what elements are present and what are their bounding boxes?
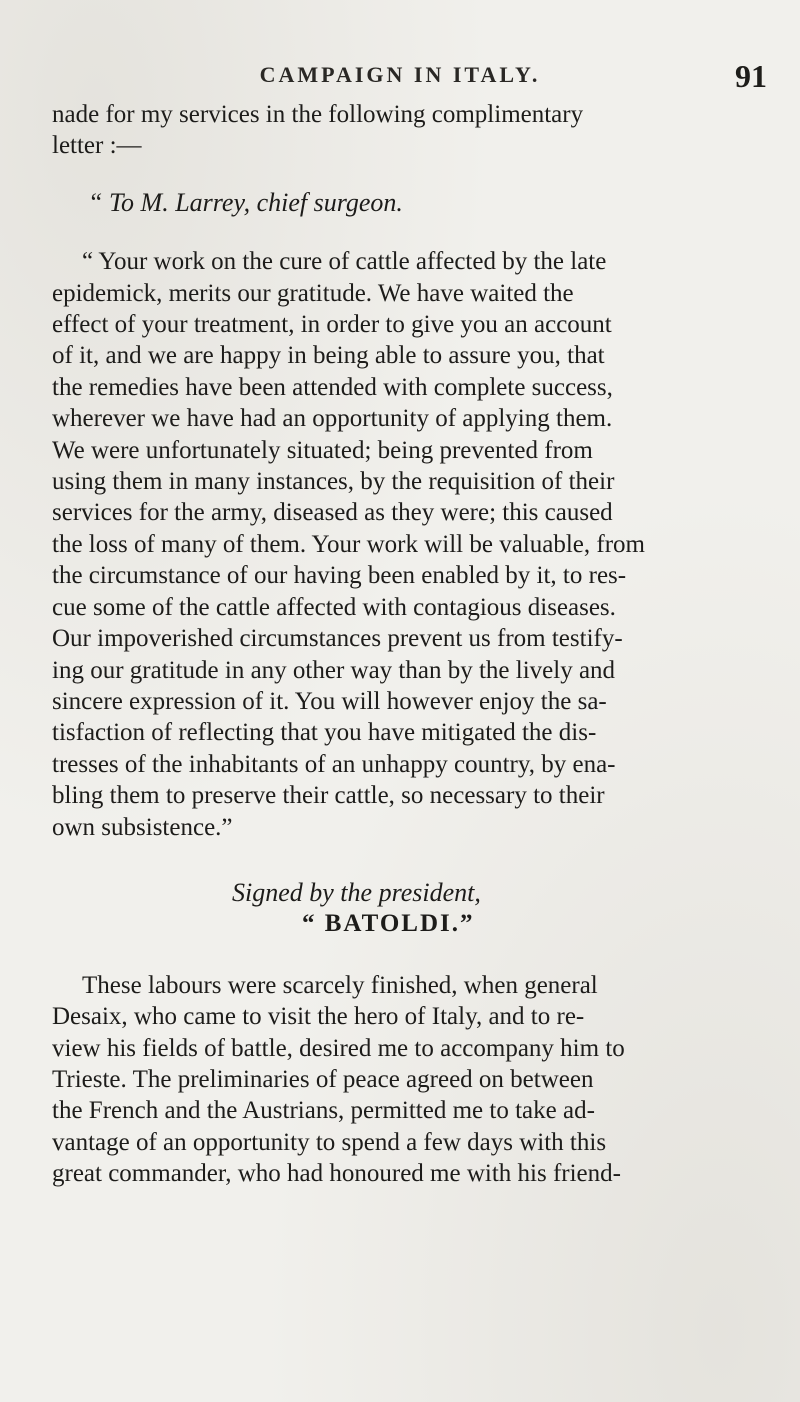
body-text xyxy=(52,99,764,1190)
letter-salutation: “ To M. Larrey, chief surgeon. xyxy=(88,187,403,217)
signed-by-line: Signed by the president, xyxy=(232,877,481,907)
running-head-title: CAMPAIGN IN ITALY. xyxy=(259,62,541,87)
page-number: 91 xyxy=(735,58,767,94)
running-head xyxy=(0,58,800,98)
narrative-paragraph: These labours were scarcely finished, when general Desaix, who came to visit the hero of Italy, and to re- view his fields of battle, desired me to accompany him to Trieste. The preliminaries of peace agreed on between the French and the Austrians, permitted me to take ad- vantage of an opportunity to spend a few days with this great commander, who had honoured me with his friend- xyxy=(52,971,625,1188)
intro-paragraph: nade for my services in the following complimentary letter :— xyxy=(52,101,584,160)
signatory-name: “ BATOLDI.” xyxy=(302,910,475,938)
letter-body: “ Your work on the cure of cattle affected by the late epidemick, merits our gratitude. We have waited the effect of your treatment, in order to give you an account of it, and we are happy in being able to assure you, that the remedies have been attended with complete success, wherever we have had an opportunity of applying them. We were unfortunately situated; being prevented from using them in many instances, by the requisition of their services for the army, diseased as they were; this caused the loss of many of them. Your work will be valuable, from the circumstance of our having been enabled by it, to res- cue some of the cattle affected with contagious diseases. Our impoverished circumstances prevent us from testify- ing our gratitude in any other way than by the lively and sincere expression of it. You will however enjoy the sa- tisfaction of reflecting that you have mitigated the dis- tresses of the inhabitants of an unhappy country, by ena- bling them to preserve their cattle, so necessary to their own subsistence.” xyxy=(52,248,645,841)
